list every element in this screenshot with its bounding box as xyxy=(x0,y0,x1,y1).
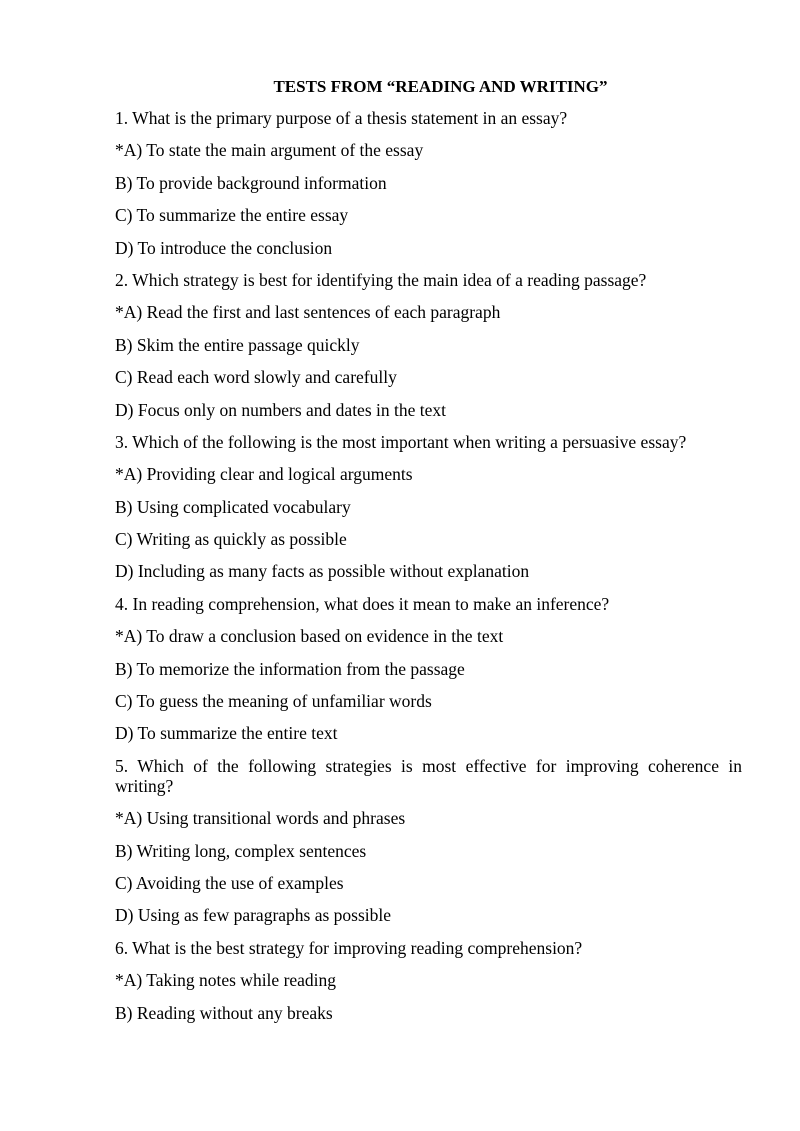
question-3: 3. Which of the following is the most important when writing a persuasive essay? xyxy=(115,431,687,452)
question-3-option-a: *A) Providing clear and logical arguments xyxy=(115,464,413,485)
question-3-option-c: C) Writing as quickly as possible xyxy=(115,529,347,550)
question-1: 1. What is the primary purpose of a thesis statement in an essay? xyxy=(115,108,568,128)
question-2-option-d: D) Focus only on numbers and dates in the text xyxy=(115,399,446,420)
question-2: 2. Which strategy is best for identifying the main idea of a reading passage? xyxy=(115,269,647,290)
question-6: 6. What is the best strategy for improving reading comprehension? xyxy=(115,937,583,958)
question-5-option-a: *A) Using transitional words and phrases xyxy=(115,808,406,829)
question-1-option-b: B) To provide background information xyxy=(115,172,387,193)
question-5-option-b: B) Writing long, complex sentences xyxy=(115,840,367,861)
document-page xyxy=(115,76,742,1035)
question-1-option-c: C) To summarize the entire essay xyxy=(115,205,349,226)
question-4-option-d: D) To summarize the entire text xyxy=(115,723,338,744)
question-1-option-d: D) To introduce the conclusion xyxy=(115,237,333,258)
question-6-option-a: *A) Taking notes while reading xyxy=(115,970,337,991)
question-5: 5. Which of the following strategies is most effective for improving coherence in writing? xyxy=(115,755,742,796)
question-4-option-b: B) To memorize the information from the passage xyxy=(115,658,465,679)
question-2-option-a: *A) Read the first and last sentences of each paragraph xyxy=(115,302,501,323)
question-6-option-b: B) Reading without any breaks xyxy=(115,1002,333,1023)
question-2-option-b: B) Skim the entire passage quickly xyxy=(115,334,360,355)
question-4-option-c: C) To guess the meaning of unfamiliar words xyxy=(115,691,432,712)
question-5-option-d: D) Using as few paragraphs as possible xyxy=(115,905,392,926)
document-title: TESTS FROM “READING AND WRITING” xyxy=(273,77,608,96)
question-5-option-c: C) Avoiding the use of examples xyxy=(115,872,344,893)
question-1-option-a: *A) To state the main argument of the essay xyxy=(115,140,424,161)
question-3-option-d: D) Including as many facts as possible without explanation xyxy=(115,561,530,582)
question-4: 4. In reading comprehension, what does it mean to make an inference? xyxy=(115,593,610,614)
question-3-option-b: B) Using complicated vocabulary xyxy=(115,496,351,517)
question-4-option-a: *A) To draw a conclusion based on evidence in the text xyxy=(115,626,504,647)
question-2-option-c: C) Read each word slowly and carefully xyxy=(115,367,397,388)
